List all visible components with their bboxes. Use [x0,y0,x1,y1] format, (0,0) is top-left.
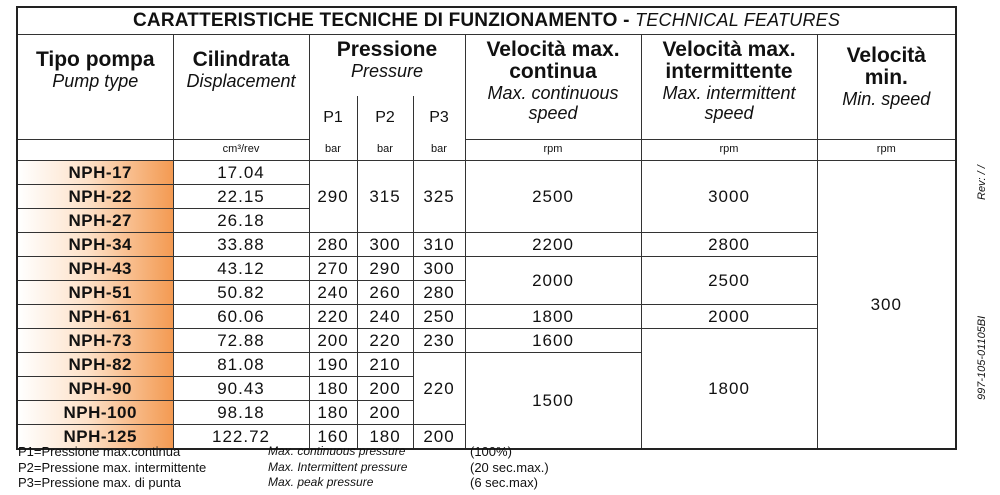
p1-value: 160 [309,425,357,450]
header-max-intermittent-it2: intermittente [665,60,793,83]
header-pressure [309,35,465,97]
max-continuous-value: 1600 [465,329,641,353]
header-min-speed-it1: Velocità [846,44,926,67]
table-title [17,7,956,35]
header-row [17,35,956,97]
header-p2: P2 [357,96,413,139]
header-max-intermittent-en2: speed [704,103,754,123]
displacement-value: 50.82 [173,281,309,305]
pump-model: NPH-100 [17,401,173,425]
title-main: CARATTERISTICHE TECNICHE DI FUNZIONAMENTO - [133,10,636,31]
header-max-continuous-en1: Max. continuous [487,83,619,103]
p2-value: 300 [357,233,413,257]
unit-max-intermittent: rpm [641,140,817,161]
unit-pump-empty [17,140,173,161]
header-pressure-it: Pressione [336,38,438,61]
header-displacement [173,35,309,140]
footnote-p3-it: P3=Pressione max. di punta [18,475,181,490]
p2-value: 290 [357,257,413,281]
p3-value: 280 [413,281,465,305]
header-displacement-it: Cilindrata [192,48,290,71]
table-row [17,329,956,353]
displacement-value: 90.43 [173,377,309,401]
footnote-p1-it: P1=Pressione max.continua [18,444,181,459]
header-max-intermittent-it1: Velocità max. [662,38,796,61]
p1-value: 290 [309,161,357,233]
max-continuous-value: 2200 [465,233,641,257]
header-pump-type [17,35,173,140]
p3-value: 325 [413,161,465,233]
p2-value: 315 [357,161,413,233]
table-row [17,257,956,281]
max-intermittent-value: 2800 [641,233,817,257]
header-max-intermittent-en1: Max. intermittent [662,83,796,103]
p1-value: 280 [309,233,357,257]
p3-value: 310 [413,233,465,257]
footnote-p3-en: Max. peak pressure [268,475,374,489]
header-min-speed [817,35,956,140]
footnote-p3-value: (6 sec.max) [470,475,538,490]
p3-value: 250 [413,305,465,329]
p1-value: 200 [309,329,357,353]
max-continuous-value: 2500 [465,161,641,233]
displacement-value: 122.72 [173,425,309,450]
footnote-p2-it: P2=Pressione max. intermittente [18,459,207,475]
pump-model: NPH-27 [17,209,173,233]
header-max-continuous [465,35,641,140]
header-min-speed-en: Min. speed [842,89,931,109]
units-row [17,140,956,161]
unit-min-speed: rpm [817,140,956,161]
unit-p1: bar [309,140,357,161]
table-row [17,305,956,329]
header-max-intermittent [641,35,817,140]
p2-value: 200 [357,401,413,425]
header-max-continuous-it1: Velocità max. [486,38,620,61]
pump-model: NPH-17 [17,161,173,185]
displacement-value: 17.04 [173,161,309,185]
pump-model: NPH-51 [17,281,173,305]
p3-value: 200 [413,425,465,450]
header-max-continuous-it2: continua [509,60,597,83]
pump-model: NPH-125 [17,425,173,450]
footnote-p1-value: (100%) [470,444,512,459]
p3-value: 230 [413,329,465,353]
technical-features-sheet [16,6,955,450]
technical-features-table [16,6,957,450]
header-p3: P3 [413,96,465,139]
pump-model: NPH-43 [17,257,173,281]
table-row [17,161,956,185]
max-continuous-value: 2000 [465,257,641,305]
header-pump-type-en: Pump type [52,71,139,91]
pump-model: NPH-22 [17,185,173,209]
header-max-continuous-en2: speed [528,103,578,123]
pump-model: NPH-73 [17,329,173,353]
table-row [17,233,956,257]
p1-value: 220 [309,305,357,329]
p2-value: 210 [357,353,413,377]
p3-value: 300 [413,257,465,281]
title-english: TECHNICAL FEATURES [635,10,841,30]
pump-model: NPH-61 [17,305,173,329]
displacement-value: 26.18 [173,209,309,233]
unit-max-continuous: rpm [465,140,641,161]
pump-model: NPH-90 [17,377,173,401]
footnote-p2-en: Max. Intermittent pressure [268,459,408,474]
max-intermittent-value: 2500 [641,257,817,305]
header-displacement-en: Displacement [186,71,296,91]
max-intermittent-value: 1800 [641,329,817,450]
p3-value: 220 [413,353,465,425]
p2-value: 200 [357,377,413,401]
pump-model: NPH-82 [17,353,173,377]
unit-displacement: cm³/rev [173,140,309,161]
unit-p3: bar [413,140,465,161]
displacement-value: 81.08 [173,353,309,377]
title-row [17,7,956,35]
header-pressure-en: Pressure [350,61,424,81]
p1-value: 240 [309,281,357,305]
header-p1: P1 [309,96,357,139]
p2-value: 220 [357,329,413,353]
max-continuous-value: 1800 [465,305,641,329]
header-min-speed-it2: min. [864,66,908,89]
p1-value: 180 [309,401,357,425]
p2-value: 260 [357,281,413,305]
displacement-value: 72.88 [173,329,309,353]
footnote-p2-value: (20 sec.max.) [470,459,549,475]
p1-value: 270 [309,257,357,281]
displacement-value: 98.18 [173,401,309,425]
max-intermittent-value: 3000 [641,161,817,233]
max-continuous-value: 1500 [465,353,641,450]
p1-value: 180 [309,377,357,401]
p2-value: 180 [357,425,413,450]
min-speed-value: 300 [817,161,956,450]
revision-label: Rev: / / [976,165,988,200]
footnote-p1-en: Max. continuous pressure [268,444,406,458]
max-intermittent-value: 2000 [641,305,817,329]
p2-value: 240 [357,305,413,329]
p1-value: 190 [309,353,357,377]
displacement-value: 33.88 [173,233,309,257]
unit-p2: bar [357,140,413,161]
header-pump-type-it: Tipo pompa [35,48,155,71]
displacement-value: 60.06 [173,305,309,329]
document-code: 997-105-01105BI [976,315,988,400]
displacement-value: 43.12 [173,257,309,281]
displacement-value: 22.15 [173,185,309,209]
pump-model: NPH-34 [17,233,173,257]
